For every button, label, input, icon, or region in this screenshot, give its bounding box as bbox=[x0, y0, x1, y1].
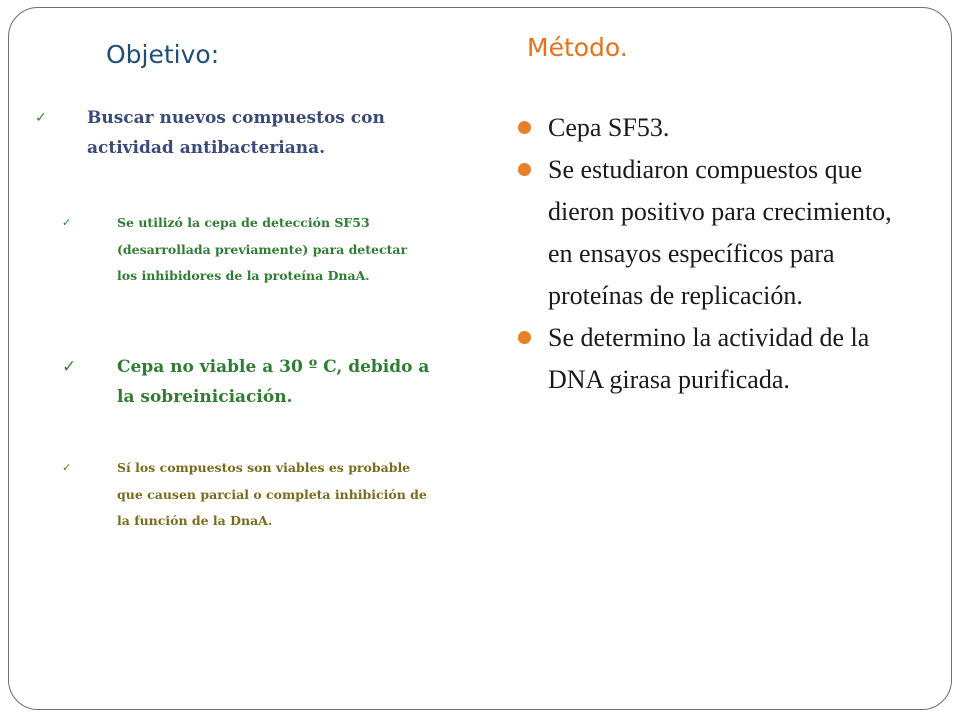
method-bullet-item bbox=[548, 317, 918, 401]
method-bullet-text: Cepa SF53. bbox=[548, 113, 670, 142]
bullet-dot-icon bbox=[518, 163, 531, 176]
checkmark-icon: ✓ bbox=[62, 216, 72, 229]
objective-item-text: Sí los compuestos son viables es probable que causen parcial o completa inhibición de la función de la DnaA. bbox=[117, 460, 427, 528]
method-bullet-item bbox=[548, 107, 918, 149]
method-bullet-item bbox=[548, 149, 918, 317]
objective-item-text: Buscar nuevos compuestos con actividad antibacteriana. bbox=[87, 108, 385, 158]
checkmark-icon: ✓ bbox=[62, 461, 72, 474]
checkmark-icon: ✓ bbox=[62, 357, 77, 377]
method-bullet-list bbox=[548, 107, 918, 401]
bullet-dot-icon bbox=[518, 331, 531, 344]
metodo-heading: Método. bbox=[527, 33, 628, 62]
objetivo-heading: Objetivo: bbox=[106, 40, 220, 69]
method-bullet-text: Se estudiaron compuestos que dieron positivo para crecimiento, en ensayos específicos para proteínas de replicación. bbox=[548, 155, 892, 310]
method-bullet-text: Se determino la actividad de la DNA girasa purificada. bbox=[548, 323, 870, 394]
objective-item-text: Cepa no viable a 30 º C, debido a la sobreiniciación. bbox=[117, 357, 430, 407]
bullet-dot-icon bbox=[518, 121, 531, 134]
objective-item-text: Se utilizó la cepa de detección SF53 (desarrollada previamente) para detectar los inhibidores de la proteína DnaA. bbox=[117, 215, 408, 283]
checkmark-icon: ✓ bbox=[35, 110, 47, 126]
